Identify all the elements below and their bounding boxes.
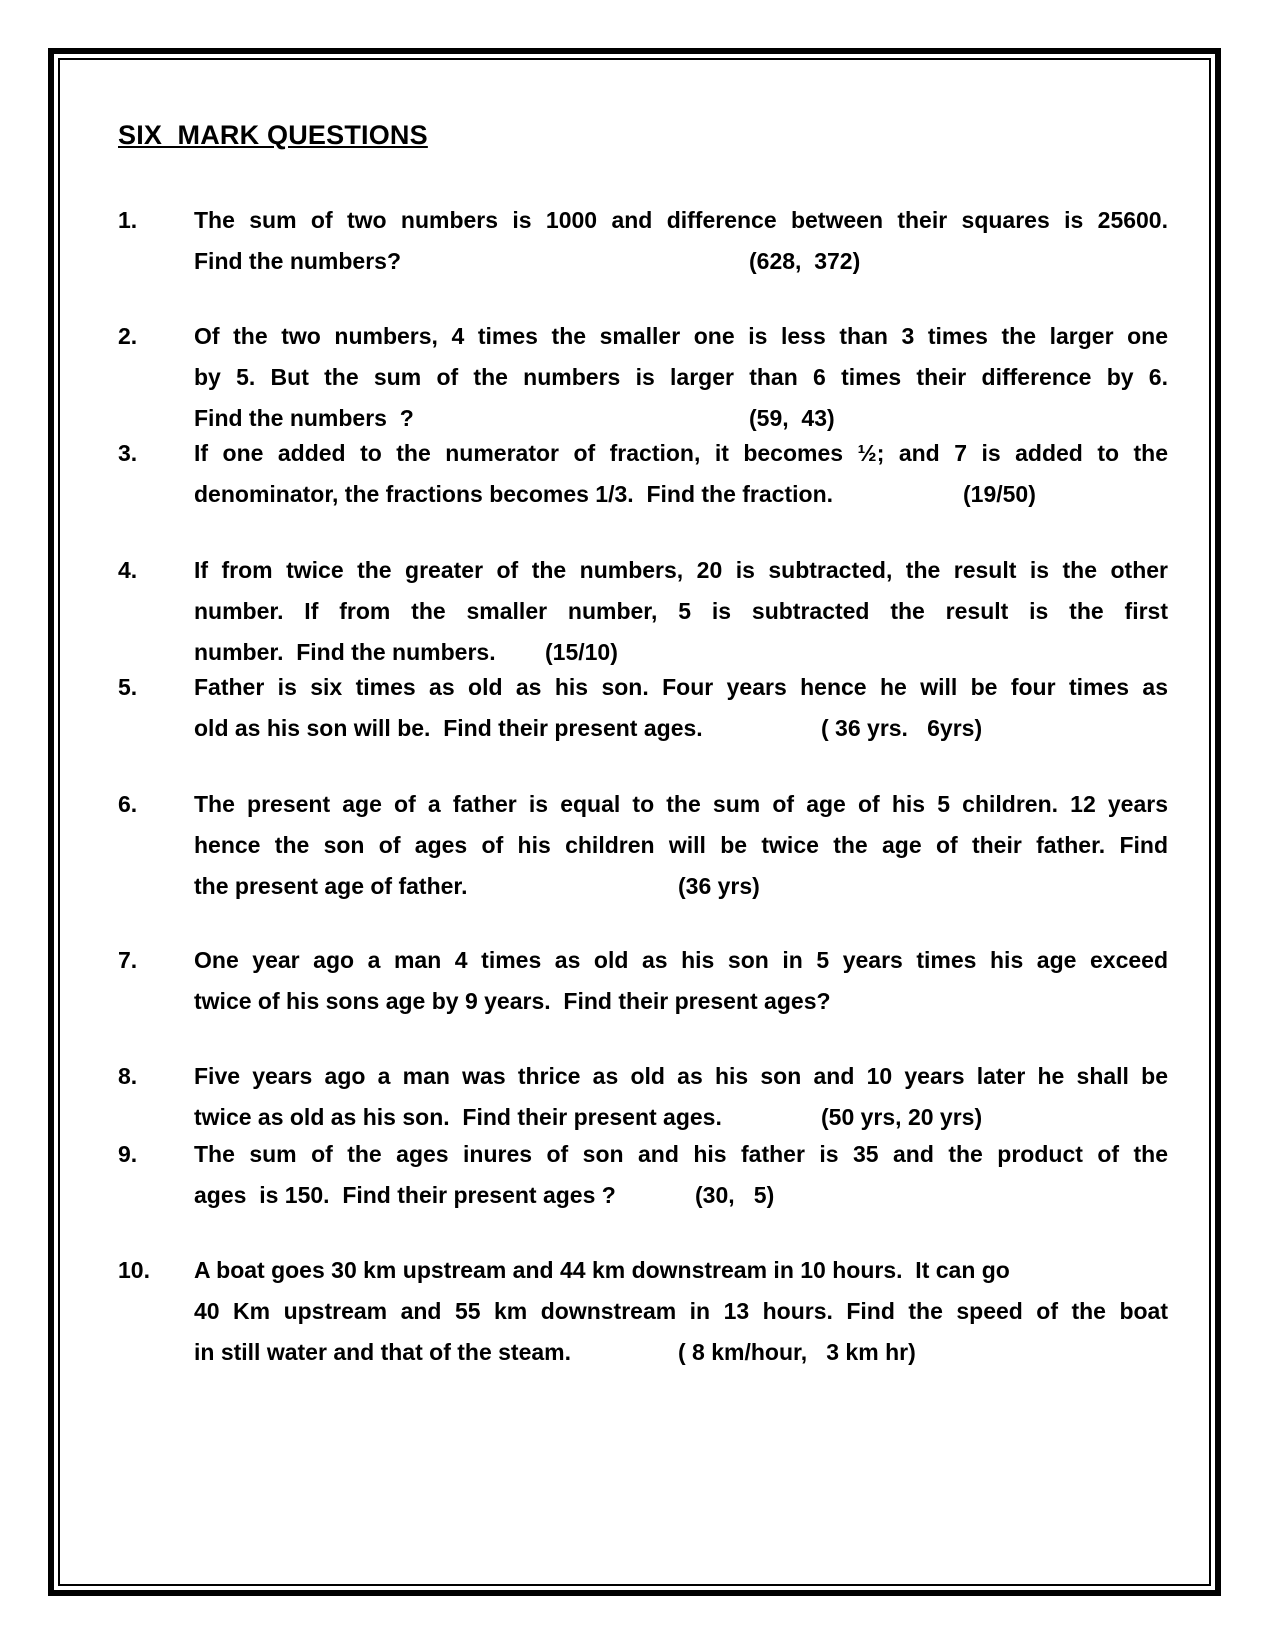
question-number: 3.: [118, 440, 138, 466]
question-line: [194, 474, 1168, 515]
question-text: [194, 667, 1168, 749]
question-line: The sum of two numbers is 1000 and difference between their squares is 25600.: [194, 207, 1168, 233]
question-line: twice of his sons age by 9 years. Find their present ages?: [194, 988, 831, 1014]
question-number: 8.: [118, 1063, 138, 1089]
question-line: Of the two numbers, 4 times the smaller one is less than 3 times the larger one: [194, 323, 1168, 349]
question-number: 9.: [118, 1141, 138, 1167]
question-line: One year ago a man 4 times as old as his son in 5 years times his age exceed: [194, 947, 1168, 973]
question-line-text: twice as old as his son. Find their present ages.: [194, 1104, 722, 1130]
answer: ( 8 km/hour, 3 km hr): [678, 1339, 916, 1365]
answer: (36 yrs): [678, 873, 760, 899]
answer: (628, 372): [749, 248, 861, 274]
question-line-text: Find the numbers ?: [194, 405, 414, 431]
answer: ( 36 yrs. 6yrs): [821, 715, 983, 741]
question-text: [194, 433, 1168, 515]
question-line: [194, 1175, 1168, 1216]
question-line: 40 Km upstream and 55 km downstream in 13 hours. Find the speed of the boat: [194, 1298, 1168, 1324]
answer: (15/10): [545, 639, 618, 665]
question-number: 2.: [118, 323, 138, 349]
question-text: [194, 784, 1168, 907]
question-line: Father is six times as old as his son. Four years hence he will be four times as: [194, 674, 1168, 700]
question-line-text: in still water and that of the steam.: [194, 1339, 572, 1365]
question-line-text: ages is 150. Find their present ages ?: [194, 1182, 616, 1208]
answer: (50 yrs, 20 yrs): [821, 1104, 983, 1130]
question-line: [194, 708, 1168, 749]
question-line: The present age of a father is equal to the sum of age of his 5 children. 12 years: [194, 791, 1168, 817]
question-line-text: the present age of father.: [194, 873, 468, 899]
question-line: [194, 241, 1168, 282]
question-line: [194, 1097, 1168, 1138]
question-text: [194, 550, 1168, 673]
question-text: [194, 1134, 1168, 1216]
question-line: number. If from the smaller number, 5 is subtracted the result is the first: [194, 598, 1168, 624]
question-number: 10.: [118, 1257, 150, 1283]
question-line: If from twice the greater of the numbers, 20 is subtracted, the result is the other: [194, 557, 1168, 583]
question-text: [194, 1250, 1168, 1373]
page-title: SIX MARK QUESTIONS: [118, 120, 428, 150]
question-line: Five years ago a man was thrice as old as his son and 10 years later he shall be: [194, 1063, 1168, 1089]
question-line: hence the son of ages of his children will be twice the age of their father. Find: [194, 832, 1168, 858]
question-line: A boat goes 30 km upstream and 44 km downstream in 10 hours. It can go: [194, 1257, 1010, 1283]
answer: (59, 43): [749, 405, 835, 431]
question-number: 7.: [118, 947, 138, 973]
question-text: [194, 316, 1168, 439]
question-line-text: old as his son will be. Find their present ages.: [194, 715, 703, 741]
answer: (30, 5): [695, 1182, 775, 1208]
question-line: If one added to the numerator of fraction, it becomes ½; and 7 is added to the: [194, 440, 1168, 466]
question-line: The sum of the ages inures of son and his father is 35 and the product of the: [194, 1141, 1168, 1167]
question-text: [194, 200, 1168, 282]
question-line: [194, 866, 1168, 907]
question-number: 5.: [118, 674, 138, 700]
question-number: 4.: [118, 557, 138, 583]
question-line: by 5. But the sum of the numbers is larger than 6 times their difference by 6.: [194, 364, 1168, 390]
question-line-text: number. Find the numbers.: [194, 639, 496, 665]
answer: (19/50): [963, 481, 1036, 507]
question-line-text: denominator, the fractions becomes 1/3. Find the fraction.: [194, 481, 834, 507]
question-text: [194, 940, 1168, 1022]
question-number: 6.: [118, 791, 138, 817]
question-line: [194, 1332, 1168, 1373]
question-number: 1.: [118, 207, 138, 233]
question-line-text: Find the numbers?: [194, 248, 401, 274]
question-text: [194, 1056, 1168, 1138]
